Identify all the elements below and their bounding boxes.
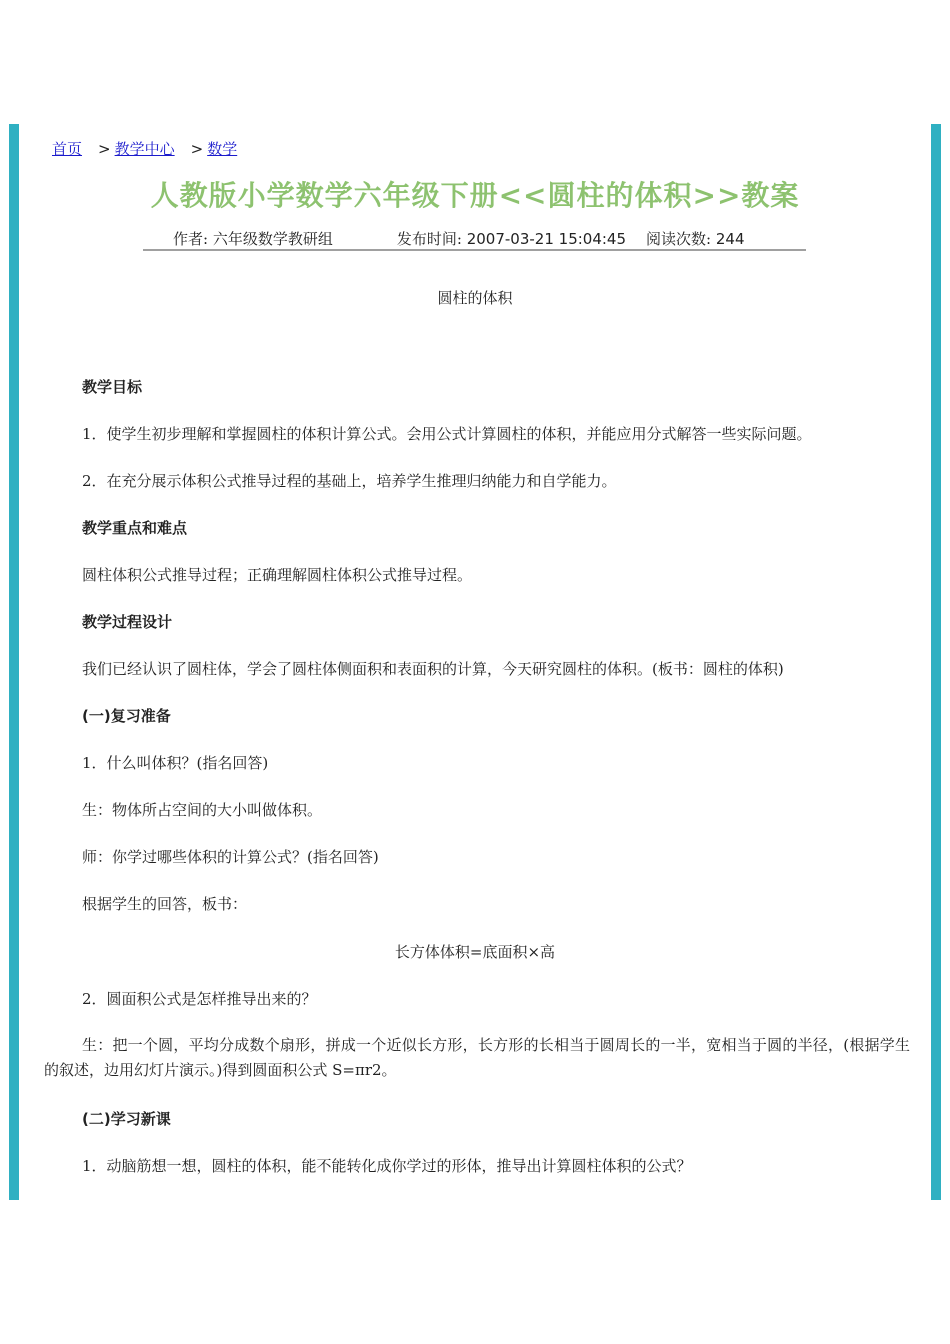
section-heading-goals: 教学目标: [82, 378, 143, 396]
paragraph-question-3: 2．圆面积公式是怎样推导出来的？: [82, 990, 317, 1008]
author-label: 作者:: [173, 230, 209, 248]
article-subtitle: 圆柱的体积: [437, 289, 513, 307]
paragraph-question-4: 1．动脑筋想一想，圆柱的体积，能不能转化成你学过的形体，推导出计算圆柱体积的公式？: [82, 1157, 692, 1175]
author-value: 六年级数学教研组: [212, 230, 333, 248]
published-value: 2007-03-21 15:04:45: [466, 230, 627, 248]
paragraph-answer-1: 生：物体所占空间的大小叫做体积。: [82, 801, 323, 819]
title-divider: [143, 249, 806, 251]
paragraph-question-2: 师：你学过哪些体积的计算公式？(指名回答): [82, 848, 379, 866]
reads-value: 244: [715, 230, 745, 248]
section-heading-review: (一)复习准备: [82, 707, 171, 725]
breadcrumb-separator: >: [190, 140, 204, 158]
article-meta: [173, 228, 745, 249]
breadcrumb-separator: >: [98, 140, 111, 158]
paragraph-key-points: 圆柱体积公式推导过程；正确理解圆柱体积公式推导过程。: [82, 566, 473, 584]
breadcrumb-math-link[interactable]: 数学: [207, 140, 238, 158]
paragraph-intro: 我们已经认识了圆柱体，学会了圆柱体侧面积和表面积的计算，今天研究圆柱的体积。(板书：圆柱的体积): [82, 660, 784, 678]
paragraph-goal-2: 2．在充分展示体积公式推导过程的基础上，培养学生推理归纳能力和自学能力。: [82, 472, 617, 490]
reads-label: 阅读次数:: [646, 230, 712, 248]
page-title: 人教版小学数学六年级下册<<圆柱的体积>>教案: [150, 179, 800, 212]
breadcrumb-teaching-center-link[interactable]: 教学中心: [114, 140, 175, 158]
section-heading-key-points: 教学重点和难点: [82, 519, 188, 537]
paragraph-board-note: 根据学生的回答，板书：: [82, 895, 248, 913]
section-heading-new-lesson: (二)学习新课: [82, 1110, 171, 1128]
section-heading-process: 教学过程设计: [82, 613, 173, 631]
paragraph-goal-1: 1．使学生初步理解和掌握圆柱的体积计算公式。会用公式计算圆柱的体积，并能应用分式解答一些实际问题。: [82, 425, 812, 443]
formula-cuboid-volume: 长方体体积=底面积×高: [394, 943, 556, 961]
paragraph-question-1: 1．什么叫体积？(指名回答): [82, 754, 269, 772]
breadcrumb-home-link[interactable]: 首页: [52, 140, 83, 158]
breadcrumb: [52, 138, 237, 159]
published-label: 发布时间:: [396, 230, 462, 248]
paragraph-answer-3: 生：把一个圆，平均分成数个扇形，拼成一个近似长方形，长方形的长相当于圆周长的一半，宽相当于圆的半径，(根据学生的叙述，边用幻灯片演示。)得到圆面积公式 S=πr2。: [44, 1036, 910, 1079]
